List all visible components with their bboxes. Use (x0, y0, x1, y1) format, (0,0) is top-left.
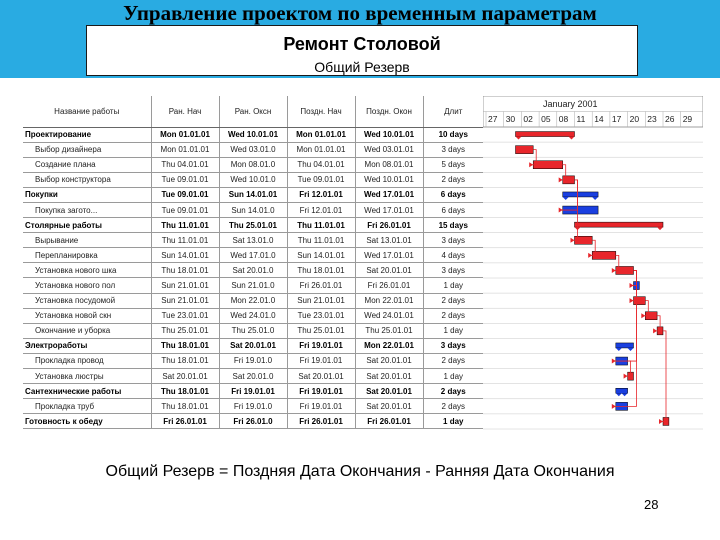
early-start: Thu 18.01.01 (151, 263, 219, 278)
late-start: Fri 19.01.01 (287, 399, 355, 414)
early-start: Tue 09.01.01 (151, 172, 219, 187)
late-finish: Wed 10.01.01 (355, 172, 423, 187)
task-name: Прокладка труб (23, 399, 151, 414)
dependency-arrow (612, 359, 616, 364)
duration: 6 days (423, 187, 483, 202)
summary-end-marker (516, 137, 522, 140)
duration: 3 days (423, 142, 483, 157)
duration: 1 day (423, 323, 483, 338)
day-label: 27 (488, 114, 498, 124)
table-row[interactable] (23, 369, 483, 384)
early-start: Thu 18.01.01 (151, 353, 219, 368)
col-header-early-start[interactable]: Ран. Нач (151, 96, 219, 127)
late-finish: Mon 22.01.01 (355, 338, 423, 353)
col-header-duration[interactable]: Длит (423, 96, 483, 127)
early-start: Sat 20.01.01 (151, 369, 219, 384)
late-finish: Wed 17.01.01 (355, 202, 423, 217)
table-row[interactable] (23, 127, 483, 142)
early-start: Thu 18.01.01 (151, 338, 219, 353)
table-row[interactable] (23, 384, 483, 399)
late-start: Fri 19.01.01 (287, 384, 355, 399)
duration: 6 days (423, 202, 483, 217)
dependency-link (661, 331, 666, 422)
col-header-late-finish[interactable]: Поздн. Окон (355, 96, 423, 127)
summary-end-marker (657, 227, 663, 230)
duration: 10 days (423, 127, 483, 142)
summary-end-marker (569, 137, 575, 140)
gantt-summary-bar[interactable] (616, 343, 634, 348)
day-label: 11 (576, 114, 586, 124)
task-name: Создание плана (23, 157, 151, 172)
early-finish: Fri 19.01.0 (219, 353, 287, 368)
task-name: Выбор дизайнера (23, 142, 151, 157)
duration: 1 day (423, 369, 483, 384)
early-finish: Sun 14.01.0 (219, 202, 287, 217)
day-label: 29 (682, 114, 693, 124)
early-start: Sun 21.01.01 (151, 278, 219, 293)
task-name: Прокладка провод (23, 353, 151, 368)
duration: 3 days (423, 233, 483, 248)
early-start: Thu 25.01.01 (151, 323, 219, 338)
slide-title: Управление проектом по временным параметрам (123, 1, 597, 25)
late-finish: Sat 20.01.01 (355, 384, 423, 399)
early-finish: Fri 19.01.01 (219, 384, 287, 399)
task-name: Установка новой скн (23, 308, 151, 323)
task-name: Электроработы (23, 338, 151, 353)
task-name: Покупка загото... (23, 202, 151, 217)
summary-end-marker (563, 197, 569, 200)
duration: 1 day (423, 278, 483, 293)
dependency-arrow (529, 162, 533, 167)
dependency-arrow (571, 238, 575, 243)
table-row[interactable] (23, 233, 483, 248)
dependency-arrow (559, 177, 563, 182)
table-row[interactable] (23, 142, 483, 157)
late-start: Sat 20.01.01 (287, 369, 355, 384)
late-finish: Sat 20.01.01 (355, 399, 423, 414)
table-row[interactable] (23, 218, 483, 233)
day-label: 08 (558, 114, 569, 124)
early-start: Thu 18.01.01 (151, 399, 219, 414)
late-start: Tue 09.01.01 (287, 172, 355, 187)
early-finish: Mon 22.01.0 (219, 293, 287, 308)
task-name: Готовность к обеду (23, 414, 151, 429)
gantt-summary-bar[interactable] (616, 388, 628, 393)
late-start: Thu 18.01.01 (287, 263, 355, 278)
early-start: Thu 11.01.01 (151, 233, 219, 248)
table-row[interactable] (23, 187, 483, 202)
early-start: Thu 11.01.01 (151, 218, 219, 233)
gantt-task-bar[interactable] (592, 251, 616, 259)
summary-end-marker (622, 393, 628, 396)
dependency-arrow (559, 208, 563, 213)
day-label: 26 (665, 114, 675, 124)
formula-caption: Общий Резерв = Поздняя Дата Окончания - Ранняя Дата Окончания (105, 463, 615, 480)
late-start: Fri 19.01.01 (287, 353, 355, 368)
early-finish: Wed 03.01.0 (219, 142, 287, 157)
early-start: Tue 09.01.01 (151, 187, 219, 202)
table-row[interactable] (23, 308, 483, 323)
early-finish: Sat 13.01.0 (219, 233, 287, 248)
task-name: Установка посудомой (23, 293, 151, 308)
early-finish: Sun 21.01.0 (219, 278, 287, 293)
duration: 15 days (423, 218, 483, 233)
table-row[interactable] (23, 414, 483, 429)
project-name: Ремонт Столовой (283, 34, 441, 54)
late-finish: Wed 17.01.01 (355, 248, 423, 263)
early-finish: Sat 20.01.01 (219, 338, 287, 353)
col-header-name[interactable]: Название работы (23, 96, 151, 127)
table-row[interactable] (23, 278, 483, 293)
day-label: 23 (647, 114, 657, 124)
late-start: Thu 11.01.01 (287, 218, 355, 233)
gantt-summary-bar[interactable] (575, 222, 664, 227)
day-label: 14 (594, 114, 604, 124)
late-finish: Sat 20.01.01 (355, 369, 423, 384)
late-finish: Mon 08.01.01 (355, 157, 423, 172)
duration: 2 days (423, 308, 483, 323)
dependency-arrow (653, 328, 657, 333)
table-row[interactable] (23, 323, 483, 338)
late-start: Fri 12.01.01 (287, 187, 355, 202)
task-name: Окончание и уборка (23, 323, 151, 338)
task-name: Установка нового шка (23, 263, 151, 278)
day-label: 17 (611, 114, 622, 124)
late-finish: Fri 26.01.01 (355, 218, 423, 233)
early-start: Mon 01.01.01 (151, 142, 219, 157)
early-finish: Wed 24.01.0 (219, 308, 287, 323)
early-start: Tue 09.01.01 (151, 202, 219, 217)
duration: 3 days (423, 338, 483, 353)
dependency-arrow (624, 374, 628, 379)
col-header-late-start[interactable]: Поздн. Нач (287, 96, 355, 127)
task-name: Вырывание (23, 233, 151, 248)
task-name: Столярные работы (23, 218, 151, 233)
early-finish: Mon 08.01.0 (219, 157, 287, 172)
duration: 1 day (423, 414, 483, 429)
early-start: Thu 18.01.01 (151, 384, 219, 399)
late-start: Sun 14.01.01 (287, 248, 355, 263)
summary-end-marker (628, 348, 634, 351)
gantt-task-bar[interactable] (533, 161, 563, 169)
gantt-summary-bar[interactable] (563, 192, 598, 197)
day-label: 02 (523, 114, 533, 124)
page-number: 28 (644, 497, 659, 512)
task-name: Проектирование (23, 127, 151, 142)
early-start: Tue 23.01.01 (151, 308, 219, 323)
late-start: Fri 26.01.01 (287, 278, 355, 293)
late-finish: Wed 03.01.01 (355, 142, 423, 157)
early-start: Fri 26.01.01 (151, 414, 219, 429)
early-finish: Wed 10.01.0 (219, 172, 287, 187)
day-label: 20 (629, 114, 640, 124)
summary-end-marker (616, 348, 622, 351)
early-finish: Fri 19.01.0 (219, 399, 287, 414)
late-start: Thu 04.01.01 (287, 157, 355, 172)
late-finish: Fri 26.01.01 (355, 414, 423, 429)
early-finish: Thu 25.01.01 (219, 218, 287, 233)
subtitle-box (86, 25, 638, 76)
dependency-arrow (630, 298, 634, 303)
gantt-task-bar[interactable] (516, 146, 534, 154)
dependency-arrow (588, 253, 592, 258)
task-name: Покупки (23, 187, 151, 202)
late-start: Fri 19.01.01 (287, 338, 355, 353)
early-start: Sun 21.01.01 (151, 293, 219, 308)
early-finish: Fri 26.01.0 (219, 414, 287, 429)
task-name: Выбор конструктора (23, 172, 151, 187)
late-finish: Wed 10.01.01 (355, 127, 423, 142)
early-finish: Wed 10.01.01 (219, 127, 287, 142)
table-row[interactable] (23, 263, 483, 278)
early-start: Mon 01.01.01 (151, 127, 219, 142)
late-start: Thu 25.01.01 (287, 323, 355, 338)
early-finish: Wed 17.01.0 (219, 248, 287, 263)
task-name: Перепланировка (23, 248, 151, 263)
early-finish: Thu 25.01.0 (219, 323, 287, 338)
duration: 2 days (423, 353, 483, 368)
table-row[interactable] (23, 399, 483, 414)
duration: 3 days (423, 263, 483, 278)
early-start: Thu 04.01.01 (151, 157, 219, 172)
table-row[interactable] (23, 338, 483, 353)
topic-label: Общий Резерв (314, 59, 410, 75)
duration: 2 days (423, 399, 483, 414)
dependency-arrow (630, 283, 634, 288)
task-name: Установка нового пол (23, 278, 151, 293)
task-name: Сантехнические работы (23, 384, 151, 399)
late-start: Fri 26.01.01 (287, 414, 355, 429)
table-row[interactable] (23, 248, 483, 263)
duration: 4 days (423, 248, 483, 263)
table-row[interactable] (23, 293, 483, 308)
duration: 2 days (423, 172, 483, 187)
table-row[interactable] (23, 202, 483, 217)
gantt-chart (483, 96, 703, 438)
dependency-arrow (612, 268, 616, 273)
table-row[interactable] (23, 353, 483, 368)
ms-project-screenshot (23, 96, 703, 438)
late-start: Thu 11.01.01 (287, 233, 355, 248)
summary-end-marker (592, 197, 598, 200)
col-header-early-finish[interactable]: Ран. Оксн (219, 96, 287, 127)
late-finish: Wed 24.01.01 (355, 308, 423, 323)
day-label: 30 (505, 114, 516, 124)
late-start: Mon 01.01.01 (287, 142, 355, 157)
dependency-arrow (612, 404, 616, 409)
table-row[interactable] (23, 172, 483, 187)
late-finish: Fri 26.01.01 (355, 278, 423, 293)
late-start: Fri 12.01.01 (287, 202, 355, 217)
late-finish: Sat 20.01.01 (355, 263, 423, 278)
late-finish: Wed 17.01.01 (355, 187, 423, 202)
duration: 5 days (423, 157, 483, 172)
late-start: Sun 21.01.01 (287, 293, 355, 308)
early-finish: Sun 14.01.01 (219, 187, 287, 202)
late-start: Tue 23.01.01 (287, 308, 355, 323)
dependency-arrow (641, 313, 645, 318)
early-finish: Sat 20.01.0 (219, 263, 287, 278)
late-start: Mon 01.01.01 (287, 127, 355, 142)
early-start: Sun 14.01.01 (151, 248, 219, 263)
duration: 2 days (423, 293, 483, 308)
duration: 2 days (423, 384, 483, 399)
dependency-arrow (659, 419, 663, 424)
early-finish: Sat 20.01.0 (219, 369, 287, 384)
month-label: January 2001 (543, 99, 598, 109)
summary-end-marker (616, 393, 622, 396)
gantt-summary-bar[interactable] (516, 132, 575, 137)
late-finish: Sat 13.01.01 (355, 233, 423, 248)
day-label: 05 (541, 114, 551, 124)
task-table (23, 96, 483, 429)
table-row[interactable] (23, 157, 483, 172)
late-finish: Mon 22.01.01 (355, 293, 423, 308)
task-name: Установка люстры (23, 369, 151, 384)
late-finish: Thu 25.01.01 (355, 323, 423, 338)
late-finish: Sat 20.01.01 (355, 353, 423, 368)
